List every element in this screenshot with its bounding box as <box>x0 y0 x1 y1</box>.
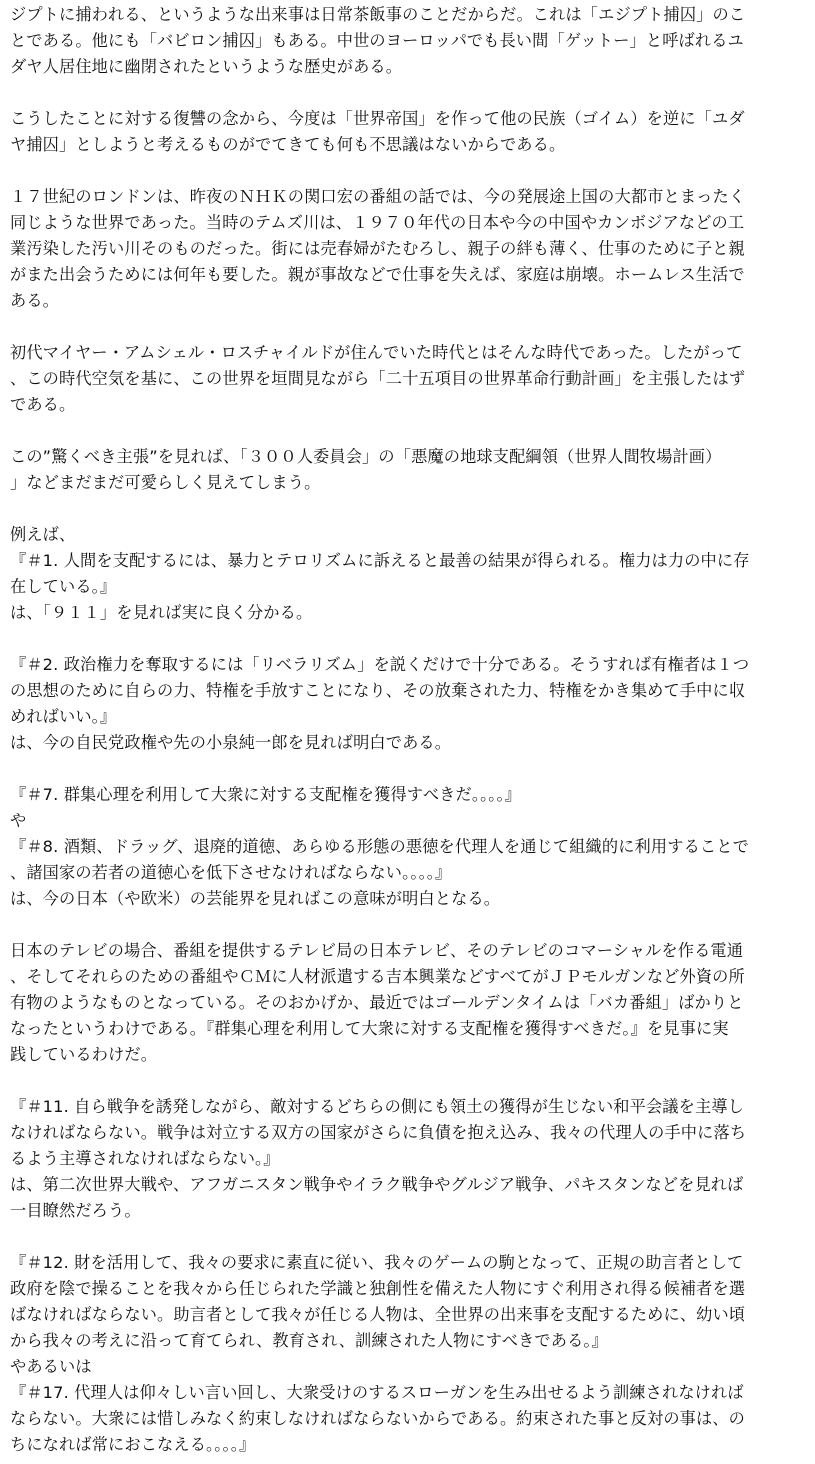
quote-line: 『＃12. 財を活用して、我々の要求に素直に従い、我々のゲームの駒となって、正規の助言者として <box>10 1253 744 1272</box>
text-line: 、そしてそれらのための番組やＣＭに人材派遣する吉本興業などすべてがＪＰモルガンなど外資の所 <box>10 967 745 986</box>
text-line: ある。 <box>10 291 60 310</box>
paragraph-committee <box>10 444 805 496</box>
text-line: とである。他にも「バビロン捕囚」もある。中世のヨーロッパでも長い間「ゲットー」と呼ばれるユ <box>10 31 744 50</box>
text-line: 業汚染した汚い川そのものだった。街には売春婦がたむろし、親子の絆も薄く、仕事のために子と親 <box>10 239 745 258</box>
paragraph-item-1 <box>10 522 805 626</box>
paragraph-item-11 <box>10 1094 805 1224</box>
text-line: は、今の日本（や欧米）の芸能界を見ればこの意味が明白となる。 <box>10 889 501 908</box>
text-line: がまた出会うためには何年も要した。親が事故などで仕事を失えば、家庭は崩壊。ホームレス生活で <box>10 265 745 284</box>
text-line: 、この時代空気を基に、この世界を垣間見ながら「二十五項目の世界革命行動計画」を主張したはず <box>10 369 746 388</box>
text-line: ジプトに捕われる、というような出来事は日常茶飯事のことだからだ。これは「エジプト捕囚」のこ <box>10 5 746 24</box>
text-line: 初代マイヤー・アムシェル・ロスチャイルドが住んでいた時代とはそんな時代であった。したがって <box>10 343 743 362</box>
quote-line: 『＃11. 自ら戦争を誘発しながら、敵対するどちらの側にも領土の獲得が生じない和平会議を主導し <box>10 1097 744 1116</box>
text-line: 日本のテレビの場合、番組を提供するテレビ局の日本テレビ、そのテレビのコマーシャルを作る電通 <box>10 941 744 960</box>
paragraph-captivity <box>10 2 805 80</box>
text-line: ヤ捕囚」としようと考えるものがでてきても何も不思議はないからである。 <box>10 135 566 154</box>
text-line: は、第二次世界大戦や、アフガニスタン戦争やイラク戦争やグルジア戦争、パキスタンなどを見れば <box>10 1175 744 1194</box>
quote-line: 『＃8. 酒類、ドラッグ、退廃的道徳、あらゆる形態の悪徳を代理人を通じて組織的に利用することで <box>10 837 749 856</box>
quote-line: 『＃17. 代理人は仰々しい言い回し、大衆受けのするスローガンを生み出せるよう訓練されなければ <box>10 1383 744 1402</box>
quote-line: ならない。大衆には惜しみなく約束しなければならないからである。約束された事と反対の事は、の <box>10 1409 746 1428</box>
text-line: 」などまだまだ可愛らしく見えてしまう。 <box>10 473 321 492</box>
text-line: は、「９１１」を見れば実に良く分かる。 <box>10 603 313 622</box>
text-line: は、今の自民党政権や先の小泉純一郎を見れば明白である。 <box>10 733 452 752</box>
paragraph-revenge <box>10 106 805 158</box>
quote-line: なければならない。戦争は対立する双方の国家がさらに負債を抱え込み、我々の代理人の手中に落ち <box>10 1123 747 1142</box>
quote-line: めればいい。』 <box>10 707 117 726</box>
paragraph-rothschild <box>10 340 805 418</box>
text-line: 践しているわけだ。 <box>10 1045 158 1064</box>
quote-line: の思想のために自らの力、特権を手放すことになり、その放棄された力、特権をかき集めて手中に収 <box>10 681 746 700</box>
text-line: こうしたことに対する復讐の念から、今度は「世界帝国」を作って他の民族（ゴイム）を逆に「ユダ <box>10 109 745 128</box>
text-line: １７世紀のロンドンは、昨夜のＮＨＫの関口宏の番組の話では、今の発展途上国の大都市とまったく <box>10 187 746 206</box>
quote-line: るよう主導されなければならない。』 <box>10 1149 280 1168</box>
text-line: この”驚くべき主張”を見れば、「３００人委員会」の「悪魔の地球支配綱領（世界人間牧場計画） <box>10 447 722 466</box>
paragraph-item-12-17 <box>10 1250 805 1458</box>
paragraph-item-7-8 <box>10 782 805 912</box>
text-line: ダヤ人居住地に幽閉されたというような歴史がある。 <box>10 57 403 76</box>
quote-line: 、諸国家の若者の道徳心を低下させなければならない。。。。』 <box>10 863 452 882</box>
quote-line: 在している。』 <box>10 577 117 596</box>
quote-line: から我々の考えに沿って育てられ、教育され、訓練された人物にすべきである。』 <box>10 1331 609 1350</box>
text-line: である。 <box>10 395 76 414</box>
text-line: 有物のようなものとなっている。そのおかげか、最近ではゴールデンタイムは「バカ番組」ばかりと <box>10 993 744 1012</box>
paragraph-television <box>10 938 805 1068</box>
paragraph-item-2 <box>10 652 805 756</box>
text-line: 例えば、 <box>10 525 76 544</box>
quote-line: 『＃2. 政治権力を奪取するには「リベラリズム」を説くだけで十分である。そうすれば有権者は１つ <box>10 655 750 674</box>
text-line: 一目瞭然だろう。 <box>10 1201 141 1220</box>
quote-line: ばなければならない。助言者として我々が任じる人物は、全世界の出来事を支配するために、幼い頃 <box>10 1305 746 1324</box>
quote-line: 政府を陰で操ることを我々から任じられた学識と独創性を備えた人物にすぐ利用され得る候補者を選 <box>10 1279 746 1298</box>
text-line: なったというわけである。『群集心理を利用して大衆に対する支配権を獲得すべきだ。』を見事に実 <box>10 1019 729 1038</box>
paragraph-london <box>10 184 805 314</box>
text-line: や <box>10 811 27 830</box>
quote-line: 『＃7. 群集心理を利用して大衆に対する支配権を獲得すべきだ。。。。』 <box>10 785 522 804</box>
text-line: 同じような世界であった。当時のテムズ川は、１９７０年代の日本や今の中国やカンボジアなどの工 <box>10 213 745 232</box>
text-line: やあるいは <box>10 1357 92 1376</box>
quote-line: 『＃1. 人間を支配するには、暴力とテロリズムに訴えると最善の結果が得られる。権力は力の中に存 <box>10 551 750 570</box>
quote-line: ちになれば常におこなえる。。。。』 <box>10 1435 256 1454</box>
